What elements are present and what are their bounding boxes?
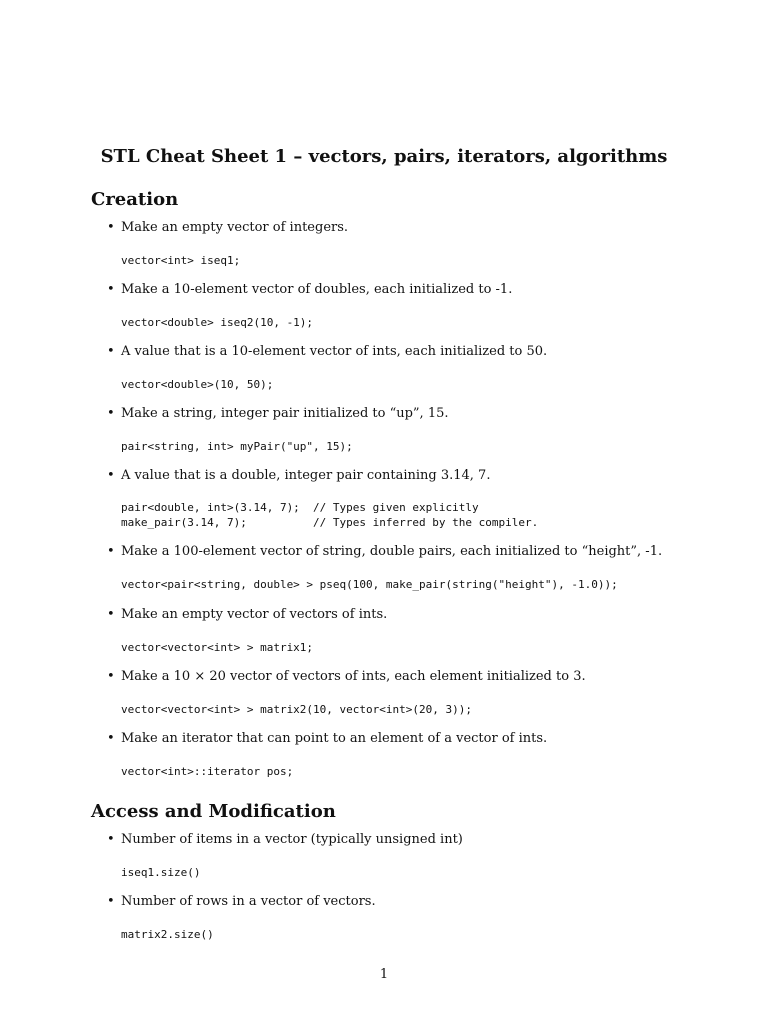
bullet: • bbox=[107, 731, 115, 746]
code-snippet: iseq1.size() bbox=[121, 866, 201, 879]
item-text: Make a string, integer pair initialized to “up”, 15. bbox=[121, 406, 449, 421]
page-number: 1 bbox=[379, 967, 389, 982]
item-text: Make an empty vector of vectors of ints. bbox=[121, 607, 388, 622]
list-item bbox=[107, 282, 512, 297]
code-snippet: vector<double> iseq2(10, -1); bbox=[121, 316, 314, 329]
list-item bbox=[107, 468, 490, 483]
item-text: Number of rows in a vector of vectors. bbox=[121, 894, 376, 909]
bullet: • bbox=[107, 282, 115, 297]
list-item bbox=[107, 220, 348, 235]
page-title: STL Cheat Sheet 1 – vectors, pairs, iterators, algorithms bbox=[100, 146, 668, 167]
code-snippet: vector<pair<string, double> > pseq(100, make_pair(string("height"), -1.0)); bbox=[121, 578, 618, 591]
code-snippet: vector<int>::iterator pos; bbox=[121, 765, 294, 778]
list-item bbox=[107, 544, 662, 559]
bullet: • bbox=[107, 544, 115, 559]
list-item bbox=[107, 607, 387, 622]
item-text: Make an iterator that can point to an element of a vector of ints. bbox=[121, 731, 548, 746]
bullet: • bbox=[107, 468, 115, 483]
code-snippet: pair<double, int>(3.14, 7); // Types given explicitly make_pair(3.14, 7); // Types inferred by the compiler. bbox=[121, 501, 539, 529]
item-text: Make a 10 × 20 vector of vectors of ints, each element initialized to 3. bbox=[121, 669, 586, 684]
list-item bbox=[107, 406, 449, 421]
item-text: Make an empty vector of integers. bbox=[121, 220, 349, 235]
item-text: Number of items in a vector (typically unsigned int) bbox=[121, 832, 463, 847]
bullet: • bbox=[107, 344, 115, 359]
list-item bbox=[107, 669, 586, 684]
item-text: Make a 10-element vector of doubles, each initialized to -1. bbox=[121, 282, 513, 297]
code-snippet: vector<double>(10, 50); bbox=[121, 378, 274, 391]
code-snippet: vector<vector<int> > matrix1; bbox=[121, 641, 314, 654]
bullet: • bbox=[107, 894, 115, 909]
section-heading-creation: Creation bbox=[91, 189, 179, 210]
list-item bbox=[107, 731, 547, 746]
bullet: • bbox=[107, 406, 115, 421]
bullet: • bbox=[107, 607, 115, 622]
bullet: • bbox=[107, 832, 115, 847]
section-heading-access: Access and Modification bbox=[91, 801, 336, 822]
code-snippet: vector<vector<int> > matrix2(10, vector<int>(20, 3)); bbox=[121, 703, 472, 716]
list-item bbox=[107, 344, 547, 359]
list-item bbox=[107, 894, 376, 909]
bullet: • bbox=[107, 220, 115, 235]
item-text: Make a 100-element vector of string, double pairs, each initialized to “height”, -1. bbox=[121, 544, 663, 559]
bullet: • bbox=[107, 669, 115, 684]
code-snippet: matrix2.size() bbox=[121, 928, 214, 941]
code-snippet: vector<int> iseq1; bbox=[121, 254, 241, 267]
list-item bbox=[107, 832, 463, 847]
item-text: A value that is a 10-element vector of ints, each initialized to 50. bbox=[121, 344, 548, 359]
item-text: A value that is a double, integer pair containing 3.14, 7. bbox=[121, 468, 491, 483]
code-snippet: pair<string, int> myPair("up", 15); bbox=[121, 440, 353, 453]
